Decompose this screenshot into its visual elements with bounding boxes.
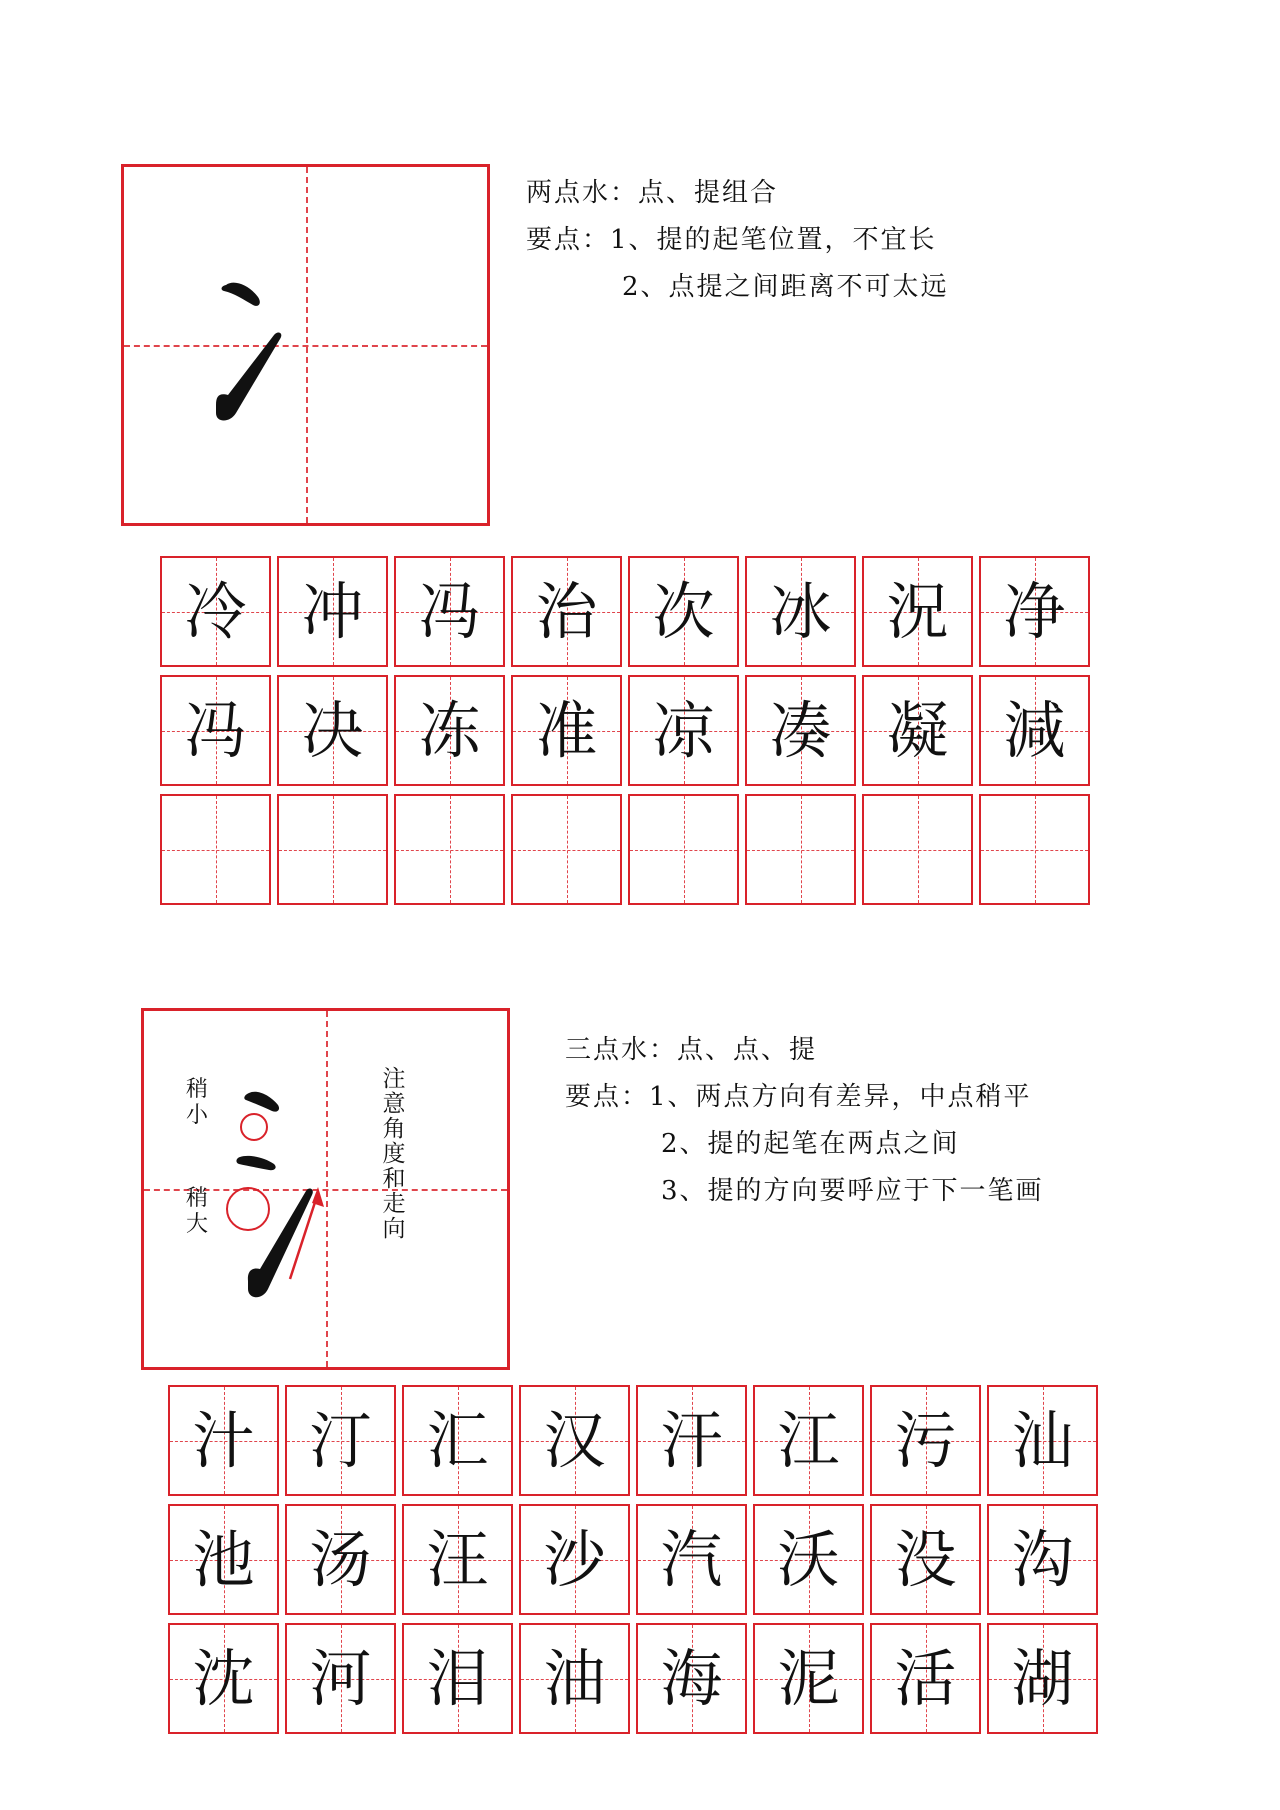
practice-cell [979,556,1090,667]
practice-cell [285,1504,396,1615]
practice-char: 冷 [184,574,247,648]
practice-cell [870,1504,981,1615]
practice-char: 净 [1003,574,1066,648]
practice-cell [394,556,505,667]
practice-char: 汀 [309,1403,372,1477]
practice-cell [753,1504,864,1615]
practice-cell [745,675,856,786]
practice-cell [862,675,973,786]
practice-cell [277,675,388,786]
practice-grid-1 [160,556,1094,905]
practice-char: 池 [192,1522,255,1596]
practice-char: 决 [301,693,364,767]
practice-char: 汉 [543,1403,606,1477]
practice-cell [402,1385,513,1496]
practice-cell [168,1623,279,1734]
model-box-two-dot-water [121,164,490,526]
empty-practice-cell [511,794,622,905]
practice-cell [987,1504,1098,1615]
practice-char: 污 [894,1403,957,1477]
note-point-2: 2、点提之间距离不可太远 [622,272,949,302]
practice-char: 江 [777,1403,840,1477]
practice-char: 活 [894,1641,957,1715]
model-box-three-dot-water [141,1008,510,1370]
practice-cell [636,1504,747,1615]
note-point-3: 3、提的方向要呼应于下一笔画 [661,1176,1044,1206]
practice-cell [745,556,856,667]
practice-cell [870,1385,981,1496]
practice-cell [168,1385,279,1496]
empty-practice-cell [862,794,973,905]
practice-cell [862,556,973,667]
vertical-note: 注意角度和走向 [382,1066,406,1242]
practice-char: 減 [1003,693,1066,767]
practice-char: 沈 [192,1641,255,1715]
empty-practice-cell [160,794,271,905]
practice-char: 況 [886,574,949,648]
practice-char: 汤 [309,1522,372,1596]
practice-char: 没 [894,1522,957,1596]
practice-cell [753,1623,864,1734]
section2-notes [565,1027,1044,1215]
practice-cell [628,556,739,667]
practice-cell [394,675,505,786]
practice-cell [636,1623,747,1734]
practice-grid-2 [168,1385,1102,1734]
practice-cell [402,1623,513,1734]
practice-cell [402,1504,513,1615]
practice-cell [519,1623,630,1734]
practice-cell [168,1504,279,1615]
practice-char: 沟 [1011,1522,1074,1596]
practice-char: 次 [652,574,715,648]
practice-cell [636,1385,747,1496]
practice-char: 冻 [418,693,481,767]
note-point-2: 2、提的起笔在两点之间 [661,1129,960,1159]
practice-char: 准 [535,693,598,767]
practice-char: 海 [660,1641,723,1715]
practice-cell [519,1385,630,1496]
practice-cell [511,556,622,667]
practice-char: 沙 [543,1522,606,1596]
practice-char: 汪 [426,1522,489,1596]
empty-practice-cell [979,794,1090,905]
practice-char: 湖 [1011,1641,1074,1715]
label-slightly-small: 稍小 [185,1077,208,1128]
practice-char: 河 [309,1641,372,1715]
practice-char: 汕 [1011,1403,1074,1477]
practice-char: 冯 [184,693,247,767]
practice-char: 凝 [886,693,949,767]
empty-practice-cell [628,794,739,905]
empty-practice-cell [394,794,505,905]
practice-char: 泪 [426,1641,489,1715]
practice-cell [285,1623,396,1734]
practice-cell [870,1623,981,1734]
note-point-1: 要点：1、提的起笔位置，不宜长 [526,225,937,255]
practice-char: 汇 [426,1403,489,1477]
practice-cell [285,1385,396,1496]
practice-char: 冰 [769,574,832,648]
practice-cell [628,675,739,786]
practice-cell [979,675,1090,786]
two-dot-water-radical-glyph [124,167,493,529]
practice-char: 治 [535,574,598,648]
practice-char: 汁 [192,1403,255,1477]
practice-cell [511,675,622,786]
note-title: 两点水：点、提组合 [526,178,779,208]
practice-cell [753,1385,864,1496]
note-title: 三点水：点、点、提 [565,1035,818,1065]
practice-char: 冯 [418,574,481,648]
practice-cell [519,1504,630,1615]
empty-practice-cell [745,794,856,905]
practice-char: 凑 [769,693,832,767]
section1-notes [526,170,949,311]
practice-char: 泥 [777,1641,840,1715]
practice-char: 凉 [652,693,715,767]
practice-char: 沃 [777,1522,840,1596]
label-slightly-large: 稍大 [185,1186,208,1237]
practice-char: 汗 [660,1403,723,1477]
practice-cell [160,556,271,667]
practice-cell [987,1385,1098,1496]
practice-cell [987,1623,1098,1734]
practice-char: 冲 [301,574,364,648]
practice-char: 油 [543,1641,606,1715]
empty-practice-cell [277,794,388,905]
practice-char: 汽 [660,1522,723,1596]
note-point-1: 要点：1、两点方向有差异，中点稍平 [565,1082,1032,1112]
practice-cell [160,675,271,786]
practice-cell [277,556,388,667]
